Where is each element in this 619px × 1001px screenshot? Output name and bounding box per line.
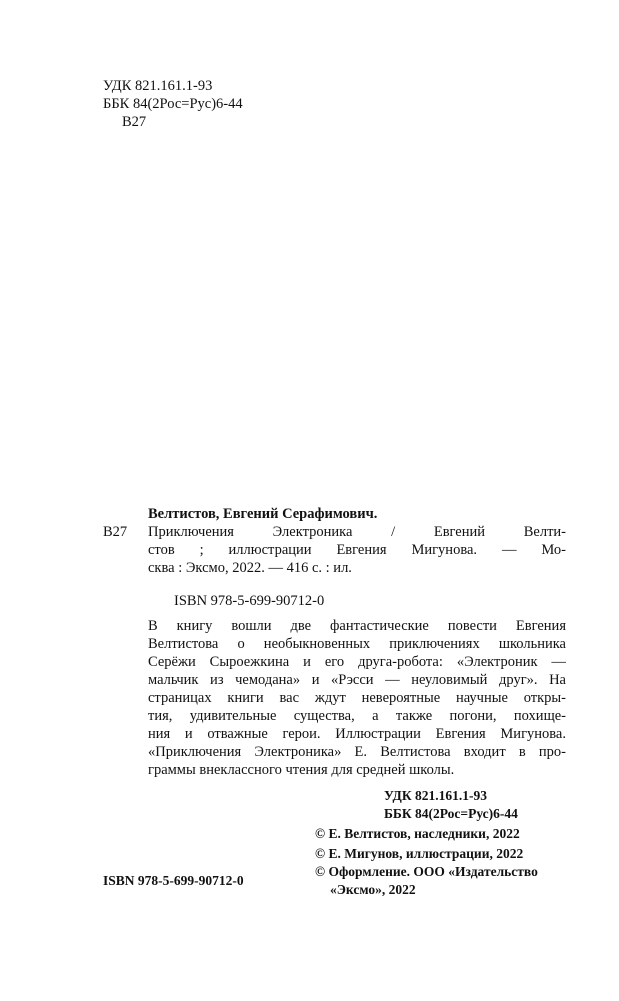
bottom-isbn: ISBN 978-5-699-90712-0: [103, 873, 244, 888]
card-author-mark: В27: [103, 524, 128, 540]
annotation-line: мальчик из чемодана» и «Рэсси — неуловимый друг». На: [148, 672, 566, 688]
copyright-author: © Е. Велтистов, наследники, 2022: [315, 826, 520, 841]
top-author-mark: В27: [122, 114, 147, 130]
top-udk-code: УДК 821.161.1-93: [103, 78, 213, 94]
annotation-line: тия, удивительные существа, а также погони, похище-: [148, 708, 566, 724]
annotation-line: В книгу вошли две фантастические повести Евгения: [148, 618, 566, 634]
annotation-line: Велтистова о необыкновенных приключениях школьника: [148, 636, 566, 652]
description-line: сква : Эксмо, 2022. — 416 с. : ил.: [148, 560, 352, 576]
card-udk-code: УДК 821.161.1-93: [384, 788, 487, 803]
description-line: Приключения Электроника / Евгений Велти-: [148, 524, 566, 540]
annotation-line: страницах книги вас ждут невероятные научные откры-: [148, 690, 566, 706]
annotation-line: Серёжи Сыроежкина и его друга-робота: «Электроник —: [148, 654, 566, 670]
annotation-line: граммы внеклассного чтения для средней школы.: [148, 762, 455, 778]
copyright-design: © Оформление. ООО «Издательство: [315, 864, 538, 879]
annotation-line: ния и отважные герои. Иллюстрации Евгения Мигунова.: [148, 726, 566, 742]
annotation: [148, 617, 566, 779]
description-line: стов ; иллюстрации Евгения Мигунова. — Мо-: [148, 542, 566, 558]
card-bbk-code: ББК 84(2Рос=Рус)6-44: [384, 806, 518, 821]
card-isbn: ISBN 978-5-699-90712-0: [174, 593, 325, 609]
author-heading: Велтистов, Евгений Серафимович.: [148, 506, 378, 522]
annotation-line: «Приключения Электроника» Е. Велтистова входит в про-: [148, 744, 566, 760]
copyright-publisher: «Эксмо», 2022: [330, 882, 416, 897]
copyright-illustrator: © Е. Мигунов, иллюстрации, 2022: [315, 846, 524, 861]
top-bbk-code: ББК 84(2Рос=Рус)6-44: [103, 96, 243, 112]
bibliographic-description: [148, 523, 566, 577]
